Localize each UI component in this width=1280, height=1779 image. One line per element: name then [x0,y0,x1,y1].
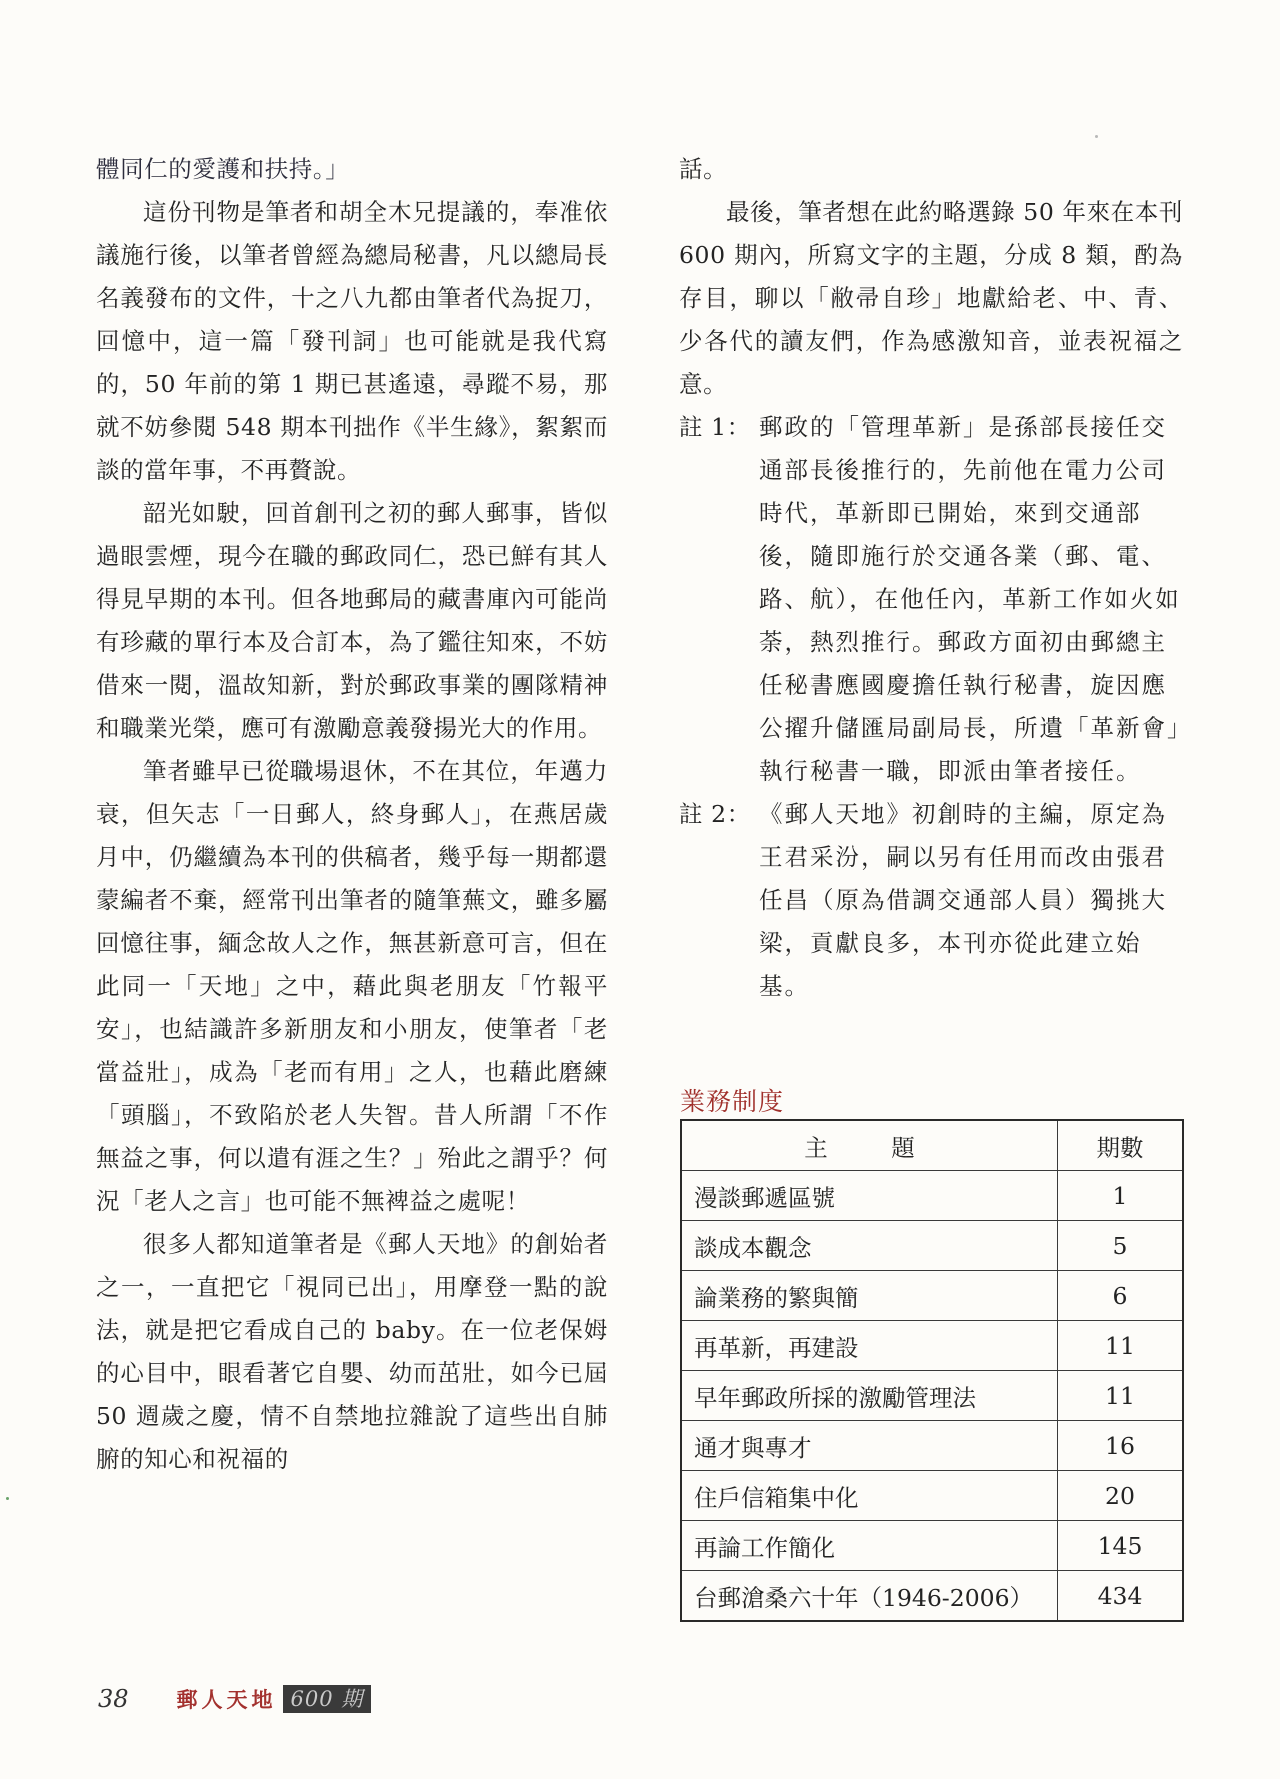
topic-cell: 再論工作簡化 [681,1521,1058,1571]
topic-cell: 漫談郵遞區號 [681,1171,1058,1221]
paragraph: 最後，筆者想在此約略選錄 50 年來在本刊 600 期內，所寫文字的主題，分成 8 類，酌為存目，聊以「敝帚自珍」地獻給老、中、青、少各代的讀友們，作為感激知音，並表祝福之意。 [679,198,1183,398]
table-row [681,1321,1183,1371]
topics-table [680,1119,1184,1622]
left-column [96,148,608,1481]
scan-speck [1095,135,1098,138]
paragraph: 話。 [679,155,728,183]
paragraph: 這份刊物是筆者和胡全木兄提議的，奉准依議施行後，以筆者曾經為總局秘書，凡以總局長名義發布的文件，十之八九都由筆者代為捉刀，回憶中，這一篇「發刊詞」也可能就是我代寫的，50 年前的第 1 期已甚遙遠，尋蹤不易，那就不妨參閱 548 期本刊拙作《半生緣》，絮絮而談的當年事，不再贅說。 [96,198,608,484]
magazine-name: 郵人天地 [176,1687,277,1712]
issue-cell: 145 [1058,1521,1184,1571]
paragraph: 筆者雖早已從職場退休，不在其位，年邁力衰，但矢志「一日郵人，終身郵人」，在燕居歲月中，仍繼續為本刊的供稿者，幾乎每一期都還蒙編者不棄，經常刊出筆者的隨筆蕪文，雖多屬回憶往事，緬念故人之作，無甚新意可言，但在此同一「天地」之中，藉此與老朋友「竹報平安」，也結識許多新朋友和小朋友，使筆者「老當益壯」，成為「老而有用」之人，也藉此磨練「頭腦」，不致陷於老人失智。昔人所謂「不作無益之事，何以遣有涯之生？」殆此之謂乎？何況「老人之言」也可能不無裨益之處呢！ [96,757,608,1215]
paragraph: 體同仁的愛護和扶持。」 [96,155,350,183]
issue-cell: 11 [1058,1321,1184,1371]
table-row [681,1221,1183,1271]
issue-cell: 16 [1058,1421,1184,1471]
topic-cell: 通才與專才 [681,1421,1058,1471]
issue-cell: 1 [1058,1171,1184,1221]
column-header-issue: 期數 [1058,1120,1184,1171]
topic-cell: 談成本觀念 [681,1221,1058,1271]
issue-cell: 6 [1058,1271,1184,1321]
footnote-label: 註 1： [679,413,751,441]
table-row [681,1371,1183,1421]
section-title: 業務制度 [680,1087,785,1116]
table-header-row [681,1120,1183,1171]
paragraph: 韶光如駛，回首創刊之初的郵人郵事，皆似過眼雲煙，現今在職的郵政同仁，恐已鮮有其人得見早期的本刊。但各地郵局的藏書庫內可能尚有珍藏的單行本及合訂本，為了鑑往知來，不妨借來一閱，溫故知新，對於郵政事業的團隊精神和職業光榮，應可有激勵意義發揚光大的作用。 [96,499,608,742]
column-header-topic: 主 題 [681,1120,1058,1171]
table-row [681,1521,1183,1571]
right-column [679,148,1183,1008]
table-row [681,1271,1183,1321]
topic-cell: 台郵滄桑六十年（1946-2006） [681,1571,1058,1622]
issue-badge: 600 期 [283,1685,372,1713]
footnote-2 [679,793,1183,1008]
footnote-1 [679,406,1183,793]
table-row [681,1471,1183,1521]
footnote-text: 《郵人天地》初創時的主編，原定為王君采汾，嗣以另有任用而改由張君任昌（原為借調交通部人員）獨挑大梁，貢獻良多，本刊亦從此建立始基。 [759,800,1167,1000]
paragraph: 很多人都知道筆者是《郵人天地》的創始者之一，一直把它「視同已出」，用摩登一點的說法，就是把它看成自己的 baby。在一位老保姆的心目中，眼看著它自嬰、幼而茁壯，如今已屆 50 週歲之慶，情不自禁地拉雜說了這些出自肺腑的知心和祝福的 [96,1230,608,1473]
issue-cell: 20 [1058,1471,1184,1521]
scan-speck [6,1497,9,1500]
topic-cell: 早年郵政所採的激勵管理法 [681,1371,1058,1421]
topic-cell: 再革新，再建設 [681,1321,1058,1371]
table-row [681,1421,1183,1471]
page-number: 38 [98,1685,129,1713]
topic-cell: 住戶信箱集中化 [681,1471,1058,1521]
footnote-label: 註 2： [679,800,751,828]
issue-cell: 434 [1058,1571,1184,1622]
page-footer [98,1684,371,1714]
issue-cell: 11 [1058,1371,1184,1421]
issue-cell: 5 [1058,1221,1184,1271]
table-row [681,1571,1183,1622]
footnote-text: 郵政的「管理革新」是孫部長接任交通部長後推行的，先前他在電力公司時代，革新即已開始，來到交通部後，隨即施行於交通各業（郵、電、路、航），在他任內，革新工作如火如荼，熱烈推行。郵政方面初由郵總主任秘書應國慶擔任執行秘書，旋因應公擢升儲匯局副局長，所遺「革新會」執行秘書一職，即派由筆者接任。 [759,413,1181,785]
table-row [681,1171,1183,1221]
topic-cell: 論業務的繁與簡 [681,1271,1058,1321]
